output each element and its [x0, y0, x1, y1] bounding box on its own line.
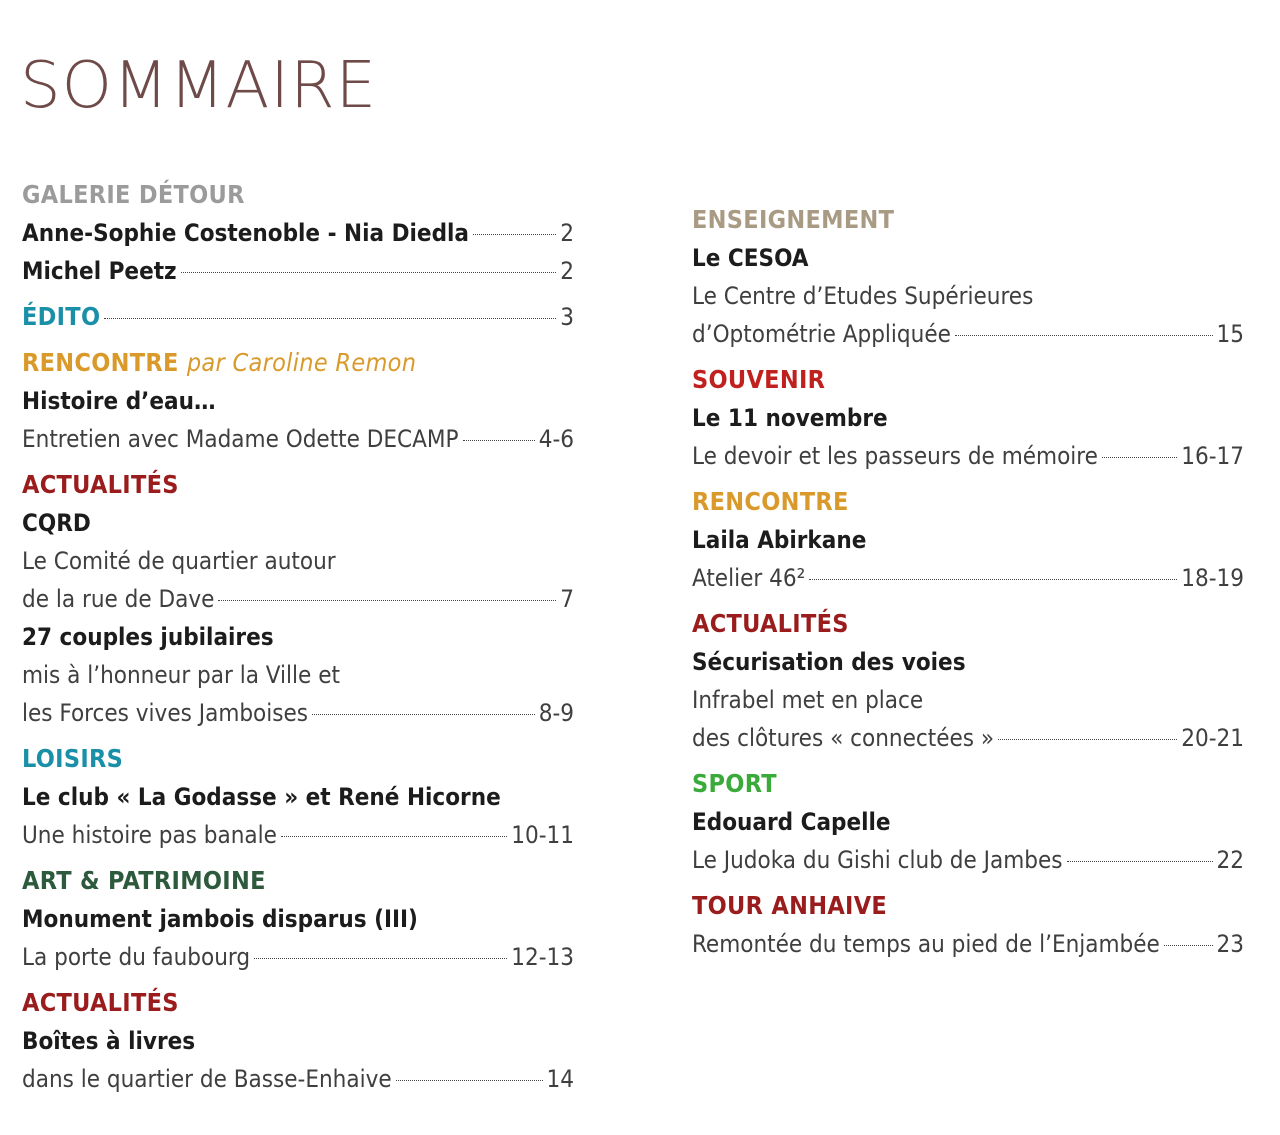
- entry-title: Edouard Capelle: [692, 808, 891, 836]
- entry-title: Le club « La Godasse » et René Hicorne: [22, 783, 501, 811]
- dot-leader: [396, 1080, 543, 1081]
- entry-title: Le CESOA: [692, 244, 809, 272]
- section-heading: SPORT: [692, 769, 777, 798]
- section-heading-label: RENCONTRE: [22, 348, 179, 377]
- entry-title: Anne-Sophie Costenoble - Nia Diedla: [22, 219, 469, 247]
- dot-leader: [955, 335, 1213, 336]
- entry-title: Le 11 novembre: [692, 404, 888, 432]
- toc-entry[interactable]: [692, 841, 1244, 879]
- page-number: 12-13: [511, 943, 574, 971]
- section-heading: SOUVENIR: [692, 365, 826, 394]
- section-loisirs: [22, 740, 574, 854]
- dot-leader: [1067, 861, 1213, 862]
- section-heading: ACTUALITÉS: [22, 988, 179, 1017]
- dot-leader: [1102, 457, 1177, 458]
- page-number: 15: [1216, 320, 1244, 348]
- section-heading: ÉDITO: [22, 302, 101, 331]
- dot-leader: [463, 440, 535, 441]
- section-edito: [22, 298, 574, 336]
- toc-entry[interactable]: [692, 925, 1244, 963]
- page-number: 14: [546, 1065, 574, 1093]
- dot-leader: [809, 579, 1177, 580]
- entry-description: d’Optométrie Appliquée: [692, 320, 951, 348]
- entry-description: Infrabel met en place: [692, 686, 924, 714]
- section-heading: TOUR ANHAIVE: [692, 891, 888, 920]
- dot-leader: [1164, 945, 1213, 946]
- section-actualites-2: [22, 984, 574, 1098]
- entry-description: La porte du faubourg: [22, 943, 251, 971]
- entry-description: dans le quartier de Basse-Enhaive: [22, 1065, 392, 1093]
- dot-leader: [998, 739, 1177, 740]
- toc-entry[interactable]: [692, 437, 1244, 475]
- page-number: 7: [560, 585, 574, 613]
- entry-description: Le Judoka du Gishi club de Jambes: [692, 846, 1063, 874]
- entry-title: CQRD: [22, 509, 91, 537]
- toc-entry[interactable]: [692, 719, 1244, 757]
- section-heading: ACTUALITÉS: [692, 609, 849, 638]
- toc-entry[interactable]: [22, 816, 574, 854]
- section-tour-anhaive: [692, 887, 1244, 963]
- toc-entry[interactable]: [692, 315, 1244, 353]
- dot-leader: [218, 600, 556, 601]
- entry-title: Sécurisation des voies: [692, 648, 966, 676]
- toc-entry[interactable]: [692, 559, 1244, 597]
- page-number: 23: [1216, 930, 1244, 958]
- toc-entry[interactable]: [22, 694, 574, 732]
- section-heading: LOISIRS: [22, 744, 124, 773]
- entry-title: Boîtes à livres: [22, 1027, 196, 1055]
- section-heading: ART & PATRIMOINE: [22, 866, 266, 895]
- entry-description: les Forces vives Jamboises: [22, 699, 309, 727]
- page-number: 2: [560, 219, 574, 247]
- page-number: 18-19: [1181, 564, 1244, 592]
- entry-description: de la rue de Dave: [22, 585, 215, 613]
- entry-title: Laila Abirkane: [692, 526, 867, 554]
- entry-title: Michel Peetz: [22, 257, 177, 285]
- section-art-patrimoine: [22, 862, 574, 976]
- page-number: 16-17: [1181, 442, 1244, 470]
- page-number: 3: [560, 303, 574, 331]
- page-number: 22: [1216, 846, 1244, 874]
- toc-entry[interactable]: [22, 252, 574, 290]
- byline: par Caroline Remon: [186, 348, 417, 377]
- entry-title: Monument jambois disparus (III): [22, 905, 418, 933]
- page-number: 20-21: [1181, 724, 1244, 752]
- entry-description: Le devoir et les passeurs de mémoire: [692, 442, 1098, 470]
- toc-entry[interactable]: [22, 420, 574, 458]
- section-sport: [692, 765, 1244, 879]
- entry-description: Le Centre d’Etudes Supérieures: [692, 282, 1034, 310]
- page-number: 10-11: [511, 821, 574, 849]
- toc-entry[interactable]: [22, 214, 574, 252]
- toc-entry[interactable]: [22, 1060, 574, 1098]
- dot-leader: [312, 714, 535, 715]
- toc-entry[interactable]: [22, 580, 574, 618]
- section-rencontre: [22, 344, 574, 458]
- section-heading: RENCONTRE: [692, 487, 849, 516]
- entry-description: mis à l’honneur par la Ville et: [22, 661, 340, 689]
- entry-title: 27 couples jubilaires: [22, 623, 274, 651]
- section-souvenir: [692, 361, 1244, 475]
- entry-description: Le Comité de quartier autour: [22, 547, 336, 575]
- section-actualites: [22, 466, 574, 732]
- section-rencontre: [692, 483, 1244, 597]
- section-heading: ENSEIGNEMENT: [692, 205, 895, 234]
- entry-title: Histoire d’eau…: [22, 387, 216, 415]
- section-galerie-detour: [22, 176, 574, 290]
- entry-description: Une histoire pas banale: [22, 821, 277, 849]
- dot-leader: [254, 958, 507, 959]
- section-heading: GALERIE DÉTOUR: [22, 180, 245, 209]
- dot-leader: [181, 272, 557, 273]
- page-title: SOMMAIRE: [20, 49, 377, 123]
- toc-entry[interactable]: [22, 298, 574, 336]
- section-actualites: [692, 605, 1244, 757]
- page-number: 8-9: [538, 699, 574, 727]
- toc-entry[interactable]: [22, 938, 574, 976]
- entry-description: Atelier 46²: [692, 564, 806, 592]
- section-heading: [22, 344, 574, 382]
- toc-right-column: [692, 201, 1244, 971]
- dot-leader: [473, 234, 556, 235]
- entry-description: Entretien avec Madame Odette DECAMP: [22, 425, 459, 453]
- toc-left-column: [22, 176, 574, 1106]
- section-enseignement: [692, 201, 1244, 353]
- entry-description: des clôtures « connectées »: [692, 724, 995, 752]
- entry-description: Remontée du temps au pied de l’Enjambée: [692, 930, 1160, 958]
- page-number: 4-6: [538, 425, 574, 453]
- dot-leader: [104, 318, 556, 319]
- dot-leader: [281, 836, 507, 837]
- page-number: 2: [560, 257, 574, 285]
- section-heading: ACTUALITÉS: [22, 470, 179, 499]
